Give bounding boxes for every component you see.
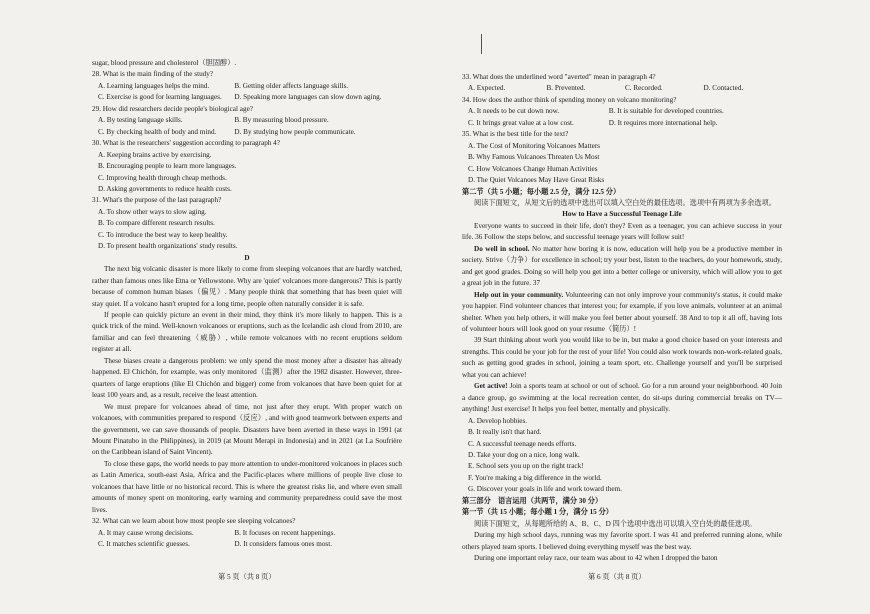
option[interactable]: A. It needs to be cut down now. bbox=[468, 107, 560, 116]
options-29 bbox=[92, 115, 402, 126]
subheading: Get active! bbox=[474, 382, 508, 391]
text-line: sugar, blood pressure and cholesterol（胆固醇）. bbox=[92, 59, 237, 67]
question-34: 34. How does the author think of spending money on volcano monitoring? bbox=[462, 95, 677, 104]
options-28 bbox=[92, 81, 402, 92]
option[interactable]: C. By checking health of body and mind. bbox=[98, 127, 217, 136]
option[interactable]: C. How Volcanoes Change Human Activities bbox=[468, 164, 598, 173]
option[interactable]: A. The Cost of Monitoring Volcanoes Matters bbox=[468, 141, 600, 150]
exam-page-6 bbox=[462, 72, 782, 586]
option[interactable]: E. School sets you up on the right track! bbox=[468, 462, 584, 471]
page-fold-line bbox=[481, 34, 482, 54]
option[interactable]: D. By studying how people communicate. bbox=[234, 127, 356, 136]
article-title: How to Have a Successful Teenage Life bbox=[562, 210, 682, 219]
question-33: 33. What does the underlined word "averted" mean in paragraph 4? bbox=[462, 73, 656, 81]
option[interactable]: A. To show other ways to slow aging. bbox=[98, 207, 207, 216]
passage-paragraph: These biases create a dangerous problem: we only spend the most money after a disaster has already happened. El Chichón, for example, was only monitored（监测）after the 1982 disaster. However, three-quarters of large eruptions (like El Chichón and bigger) come from volcanoes that have been quiet for at least 100 years and, as a result, receive the least attention. bbox=[92, 356, 402, 400]
options-32 bbox=[92, 528, 402, 539]
option[interactable]: A. By testing language skills. bbox=[98, 116, 183, 125]
option[interactable]: D. It requires more international help. bbox=[608, 118, 718, 127]
option[interactable]: G. Discover your goals in life and work toward them. bbox=[468, 485, 622, 494]
passage-paragraph: If people can quickly picture an event in their mind, they think it's more likely to happen. This is a quick trick of the mind. Well-known volcanoes or eruptions, such as the Icelandic ash cloud from 2010, are familiar and can feel threatening（威胁）, while remote volcanoes with no recent eruptions seldom register at all. bbox=[92, 310, 402, 354]
passage-paragraph bbox=[462, 244, 782, 290]
option[interactable]: B. It really isn't that hard. bbox=[468, 428, 542, 437]
question-31: 31. What's the purpose of the last paragraph? bbox=[92, 196, 222, 205]
option[interactable]: D. To present health organizations' study results. bbox=[98, 242, 238, 251]
option[interactable]: A. Keeping brains active by exercising. bbox=[98, 150, 212, 159]
option[interactable]: D. It considers famous ones most. bbox=[234, 540, 333, 549]
exam-page-5 bbox=[92, 58, 402, 572]
section-heading: 第一节（共 15 小题；每小题 1 分，满分 15 分） bbox=[462, 508, 613, 517]
question-29: 29. How did researchers decide people's biological age? bbox=[92, 104, 253, 113]
option[interactable]: D. Take your dog on a nice, long walk. bbox=[468, 450, 580, 459]
subheading: Help out in your community. bbox=[474, 290, 564, 299]
option[interactable]: A. It may cause wrong decisions. bbox=[98, 528, 194, 537]
instructions: 阅读下面短文，从每题所给的 A、B、C、D 四个选项中选出可以填入空白处的最佳选项。 bbox=[474, 519, 757, 528]
option[interactable]: C. Improving health through cheap methods. bbox=[98, 173, 227, 182]
option[interactable]: B. By measuring blood pressure. bbox=[234, 116, 329, 125]
passage-paragraph: To close these gaps, the world needs to pay more attention to under-monitored volcanoes in places such as Latin America, south-east Asia, Africa and the Pacific-places where millions of people live close to volcanoes that have little or no historical record. This is where the greatest risks lie, and where even small amounts of money spent on monitoring, early warning and community preparedness could save the most lives. bbox=[92, 459, 402, 514]
option[interactable]: B. It focuses on recent happenings. bbox=[234, 528, 336, 537]
question-35: 35. What is the best title for the text? bbox=[462, 130, 569, 139]
passage-paragraph bbox=[462, 381, 782, 415]
question-28: 28. What is the main finding of the study? bbox=[92, 70, 214, 79]
options-34 bbox=[462, 106, 782, 117]
question-30: 30. What is the researchers' suggestion according to paragraph 4? bbox=[92, 139, 280, 148]
passage-paragraph: The next big volcanic disaster is more likely to come from sleeping volcanoes that are hardly watched, rather than famous ones like Etna or Yellowstone. Why are 'quiet' volcanoes more dangerous? This is partly because of common human biases（偏见）. Many people think that something that has been quiet will stay quiet. If a volcano hasn't erupted for a long time, people often naturally consider it is safe. bbox=[92, 265, 402, 308]
option[interactable]: C. A successful teenage needs efforts. bbox=[468, 439, 577, 448]
option[interactable]: F. You're making a big difference in the world. bbox=[468, 473, 602, 482]
option[interactable]: D. Speaking more languages can slow down aging. bbox=[234, 93, 382, 102]
passage-paragraph: During one important relay race, our team was about to 42 when I dropped the baton bbox=[474, 554, 718, 563]
option[interactable]: D. Asking governments to reduce health costs. bbox=[98, 184, 232, 193]
passage-paragraph: We must prepare for volcanoes ahead of time, not just after they erupt. With proper watch on volcanoes, with communities prepared to respond（反应）, and with good teamwork between experts and the government, we can save thousands of people. Disasters have been averted in these ways in 1991 (at Mount Pinatubo in the Philippines), in 2019 (at Mount Merapi in Indonesia) and in 2021 (at La Soufrière on the Caribbean island of Saint Vincent). bbox=[92, 402, 402, 457]
option[interactable]: A. Expected. bbox=[468, 84, 506, 93]
options-33 bbox=[462, 83, 782, 94]
option[interactable]: B. Why Famous Volcanoes Threaten Us Most bbox=[468, 153, 600, 162]
section-heading: 第二节（共 5 小题；每小题 2.5 分，满分 12.5 分） bbox=[462, 187, 621, 196]
option[interactable]: C. To introduce the best way to keep healthy. bbox=[98, 230, 228, 239]
options-32b bbox=[92, 539, 402, 550]
option[interactable]: B. Getting older affects language skills. bbox=[234, 81, 349, 90]
page-footer-right: 第 6 页（共 8 页） bbox=[588, 573, 646, 581]
options-28b bbox=[92, 92, 402, 103]
question-32: 32. What can we learn about how most people see sleeping volcanoes? bbox=[92, 517, 296, 526]
paragraph-text: Join a sports team at school or out of school. Go for a run around your neighborhood. 40 Join a dance group, go swimming at the local recreation center, do sit-ups during commercial breaks on TV—anything! Just exercise! It helps you feel better, mentally and physically. bbox=[462, 382, 782, 414]
option[interactable]: A. Develop hobbies. bbox=[468, 416, 528, 425]
paragraph-text: Volunteering can not only improve your community's status, it could make you happier. Find volunteer chances that interest you; for example, if you love animals, volunteer at an animal shelter. When you help others, it will make you feel better about yourself. 38 And to top it all off, having lots of volunteer hours will look good on your resume（简历）! bbox=[462, 290, 782, 333]
option[interactable]: B. To compare different research results. bbox=[98, 219, 215, 228]
option[interactable]: D. The Quiet Volcanoes May Have Great Risks bbox=[468, 176, 605, 185]
option[interactable]: C. Recorded. bbox=[625, 84, 663, 93]
options-34b bbox=[462, 118, 782, 129]
option[interactable]: B. Prevented. bbox=[546, 84, 586, 93]
option[interactable]: B. It is suitable for developed countries. bbox=[608, 107, 724, 116]
subheading: Do well in school. bbox=[474, 244, 530, 253]
option[interactable]: A. Learning languages helps the mind. bbox=[98, 81, 210, 90]
option[interactable]: C. Exercise is good for learning languages. bbox=[98, 93, 222, 102]
options-29b bbox=[92, 127, 402, 138]
instructions: 阅读下面短文，从短文后的选项中选出可以填入空白处的最佳选项。选项中有两项为多余选项。 bbox=[474, 198, 776, 207]
page-footer-left: 第 5 页（共 8 页） bbox=[218, 573, 276, 581]
passage-paragraph: During my high school days, running was my favorite sport. I was 41 and preferred running alone, while others played team sports. I believed doing everything myself was the best way. bbox=[462, 531, 782, 551]
paragraph-text: No matter how boring it is now, education will help you be a productive member in society. Strive（力争）for excellence in school; try your best, listen to the teachers, do your homework, study, and get good grades. Doing so will help you get into a better college or university, which will allow you to get a great job in the future. 37 bbox=[462, 244, 782, 288]
passage-paragraph: Everyone wants to succeed in their life, don't they? Even as a teenager, you can achieve success in your life. 36 Follow the steps below, and successful teenage years will follow suit! bbox=[462, 221, 782, 242]
passage-paragraph bbox=[462, 290, 782, 336]
option[interactable]: D. Contacted. bbox=[703, 84, 744, 93]
option[interactable]: C. It matches scientific guesses. bbox=[98, 540, 190, 549]
passage-paragraph: 39 Start thinking about work you would like to be in, but make a good choice based on your interests and strengths. This could be your job for the rest of your life! You could also work towards non-work-related goals, such as getting good grades in school, joining a team sport, etc. Challenge yourself and you'll be surprised what you can achieve! bbox=[462, 336, 782, 379]
part-heading: 第三部分 语言运用（共两节，满分 30 分） bbox=[462, 496, 603, 505]
section-heading-d: D bbox=[244, 253, 250, 262]
option[interactable]: B. Encouraging people to learn more languages. bbox=[98, 162, 237, 171]
option[interactable]: C. It brings great value at a low cost. bbox=[468, 118, 574, 127]
